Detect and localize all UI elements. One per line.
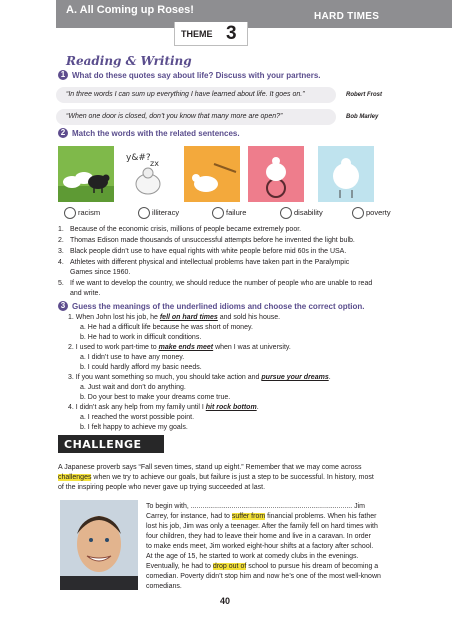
- exercise-3-question: Guess the meanings of the underlined idioms and choose the correct option.: [72, 302, 365, 311]
- option-label: racism: [78, 208, 101, 217]
- racism-sheep-illustration: [58, 146, 114, 202]
- answer-circle[interactable]: [212, 207, 224, 219]
- story-line: to make ends meet, Jim worked eight-hour shifts at a factory after school.: [146, 543, 374, 550]
- idiom-2-option-a[interactable]: a. I didn’t use to have any money.: [80, 354, 185, 361]
- idiom-question-4: 4. I didn’t ask any help from my family until I hit rock bottom.: [68, 404, 259, 411]
- theme-label: THEME: [181, 29, 213, 39]
- story-line: lost his job, Jim was only a teenager. After the family fell on hard times with: [146, 523, 378, 530]
- idiom-3-option-b[interactable]: b. Do your best to make your dreams come true.: [80, 394, 231, 401]
- quote-1: [56, 87, 336, 103]
- exercise-2-question: Match the words with the related sentences.: [72, 129, 240, 138]
- idiom-question-1: 1. When John lost his job, he fell on hard times and sold his house.: [68, 314, 281, 321]
- story-line: At the age of 15, he started to work at comedy clubs in the evenings.: [146, 553, 359, 560]
- idiom-1: fell on hard times: [159, 314, 218, 321]
- highlighted-word: challenges: [58, 474, 92, 481]
- story-line: comedian. Poverty didn’t stop him and now he’s one of the most well-known: [146, 573, 381, 580]
- highlighted-phrase: drop out of: [212, 563, 247, 570]
- page-number: 40: [220, 596, 231, 606]
- idiom-2: make ends meet: [158, 344, 214, 351]
- answer-circle[interactable]: [280, 207, 292, 219]
- header-bar: [56, 0, 452, 28]
- idiom-4-option-a[interactable]: a. I reached the worst possible point.: [80, 414, 195, 421]
- disability-sheep-illustration: [248, 146, 304, 202]
- story-line: Eventually, he had to drop out of school to pursue his dream of becoming a: [146, 563, 379, 570]
- option-label: disability: [294, 208, 323, 217]
- idiom-1-option-b[interactable]: b. He had to work in difficult conditions.: [80, 334, 202, 341]
- theme-number: 3: [226, 23, 237, 44]
- quote-2-author: Bob Marley: [346, 114, 379, 120]
- idiom-question-3: 3. If you want something so much, you should take action and pursue your dreams.: [68, 374, 331, 381]
- option-label: failure: [226, 208, 247, 217]
- idiom-2-option-b[interactable]: b. I could hardly afford my basic needs.: [80, 364, 202, 371]
- quote-1-text: “In three words I can sum up everything I have learned about life. It goes on.”: [66, 91, 305, 98]
- exercise-1-number: 1: [58, 70, 68, 80]
- story-line: four children, they had to leave their home and live in a caravan. In order: [146, 533, 371, 540]
- failure-sheep-illustration: [184, 146, 240, 202]
- poverty-sheep-illustration: [318, 146, 374, 202]
- svg-text:zx: zx: [150, 159, 159, 168]
- option-label: poverty: [366, 208, 391, 217]
- answer-circle[interactable]: [138, 207, 150, 219]
- quote-1-author: Robert Frost: [346, 92, 382, 98]
- answer-circle[interactable]: [64, 207, 76, 219]
- idiom-1-option-a[interactable]: a. He had a difficult life because he was short of money.: [80, 324, 253, 331]
- story-line: Carrey, for instance, had to suffer from financial problems. When his father: [146, 513, 377, 520]
- section-title: A. All Coming up Roses!: [66, 4, 194, 16]
- story-line: To begin with, ................................................................................... Jim: [146, 503, 365, 510]
- idiom-4-option-b[interactable]: b. I felt happy to achieve my goals.: [80, 424, 188, 431]
- challenge-story: [146, 502, 398, 592]
- quote-2-text: “When one door is closed, don’t you know that many more are open?”: [66, 113, 283, 120]
- option-label: illiteracy: [152, 208, 180, 217]
- idiom-question-2: 2. I used to work part-time to make ends meet when I was at university.: [68, 344, 291, 351]
- illiteracy-sheep-illustration: [120, 146, 176, 202]
- quote-2: [56, 109, 336, 125]
- jim-carrey-photo: [60, 500, 138, 590]
- svg-text:y&#?: y&#?: [126, 153, 151, 163]
- unit-title: HARD TIMES: [314, 11, 380, 22]
- exercise-3-number: 3: [58, 301, 68, 311]
- page-heading: Reading & Writing: [66, 54, 192, 68]
- exercise-1-question: What do these quotes say about life? Discuss with your partners.: [72, 71, 321, 80]
- challenge-intro: A Japanese proverb says “Fall seven times, stand up eight.” Remember that we may come across challenges when we try to achieve our goals, but failure is just a step to be successful. In history, most of the inspiring people who never gave up trying succeeded at last.: [58, 464, 374, 491]
- challenge-banner: [58, 435, 164, 464]
- exercise-2-number: 2: [58, 128, 68, 138]
- story-line: comedians.: [146, 583, 182, 590]
- idiom-3: pursue your dreams: [261, 374, 329, 381]
- idiom-4: hit rock bottom: [205, 404, 257, 411]
- theme-tab: [174, 22, 248, 46]
- challenge-banner-text: CHALLENGE YOUR LIMITS!: [64, 438, 155, 464]
- highlighted-phrase: suffer from: [231, 513, 266, 520]
- answer-circle[interactable]: [352, 207, 364, 219]
- idiom-3-option-a[interactable]: a. Just wait and don’t do anything.: [80, 384, 186, 391]
